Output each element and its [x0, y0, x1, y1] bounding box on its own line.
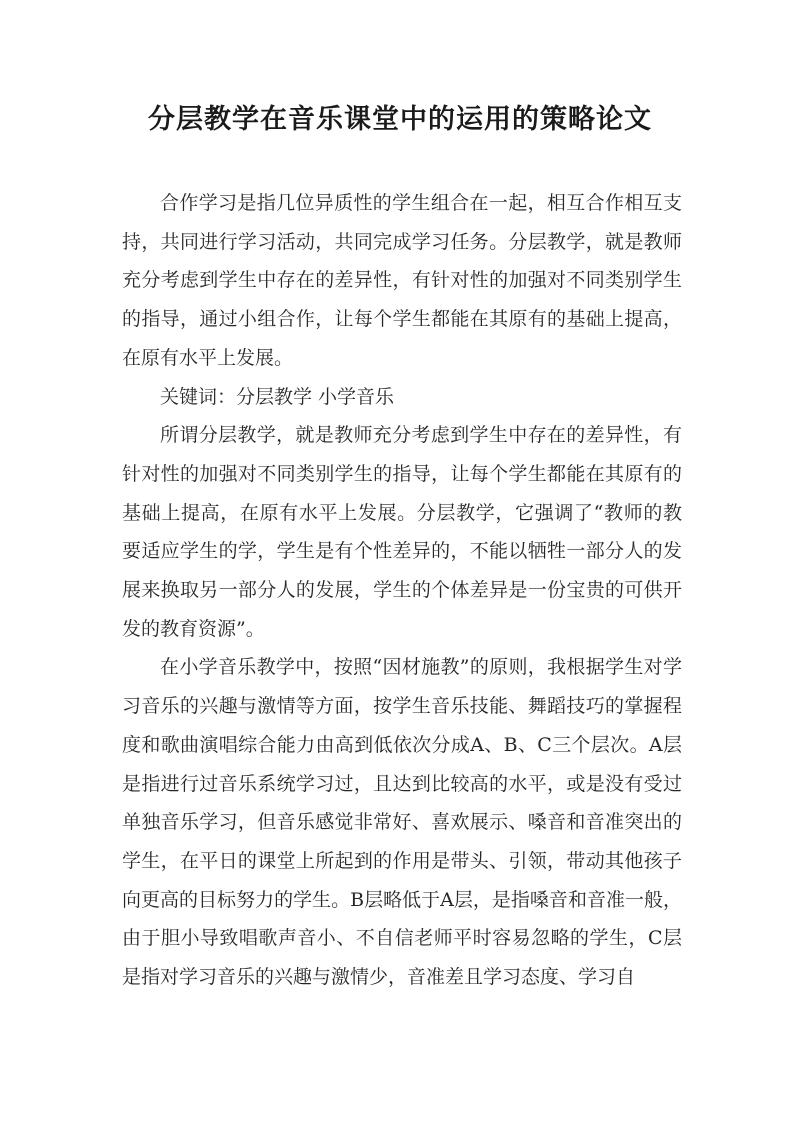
document-title: 分层教学在音乐课堂中的运用的策略论文 — [148, 104, 652, 135]
document-body — [122, 184, 682, 997]
paragraph-keywords: 关键词：分层教学 小学音乐 — [160, 385, 395, 408]
paragraph-abstract: 合作学习是指几位异质性的学生组合在一起，相互合作相互支持，共同进行学习活动，共同完成学习任务。分层教学，就是教师充分考虑到学生中存在的差异性，有针对性的加强对不同类别学生的指导，通过小组合作，让每个学生都能在其原有的基础上提高，在原有水平上发展。 — [122, 192, 682, 369]
paragraph-definition: 所谓分层教学，就是教师充分考虑到学生中存在的差异性，有针对性的加强对不同类别学生的指导，让每个学生都能在其原有的基础上提高，在原有水平上发展。分层教学，它强调了“教师的教要适应学生的学，学生是有个性差异的，不能以牺牲一部分人的发展来换取另一部分人的发展，学生的个体差异是一份宝贵的可供开发的教育资源”。 — [122, 424, 682, 640]
paragraph-levels: 在小学音乐教学中，按照“因材施教”的原则，我根据学生对学习音乐的兴趣与激情等方面，按学生音乐技能、舞蹈技巧的掌握程度和歌曲演唱综合能力由高到低依次分成A、B、C三个层次。A层是指进行过音乐系统学习过，且达到比较高的水平，或是没有受过单独音乐学习，但音乐感觉非常好、喜欢展示、嗓音和音准突出的学生，在平日的课堂上所起到的作用是带头、引领，带动其他孩子向更高的目标努力的学生。B层略低于A层，是指嗓音和音准一般，由于胆小导致唱歌声音小、不自信老师平时容易忽略的学生，C层是指对学习音乐的兴趣与激情少，音准差且学习态度、学习自 — [122, 656, 682, 989]
